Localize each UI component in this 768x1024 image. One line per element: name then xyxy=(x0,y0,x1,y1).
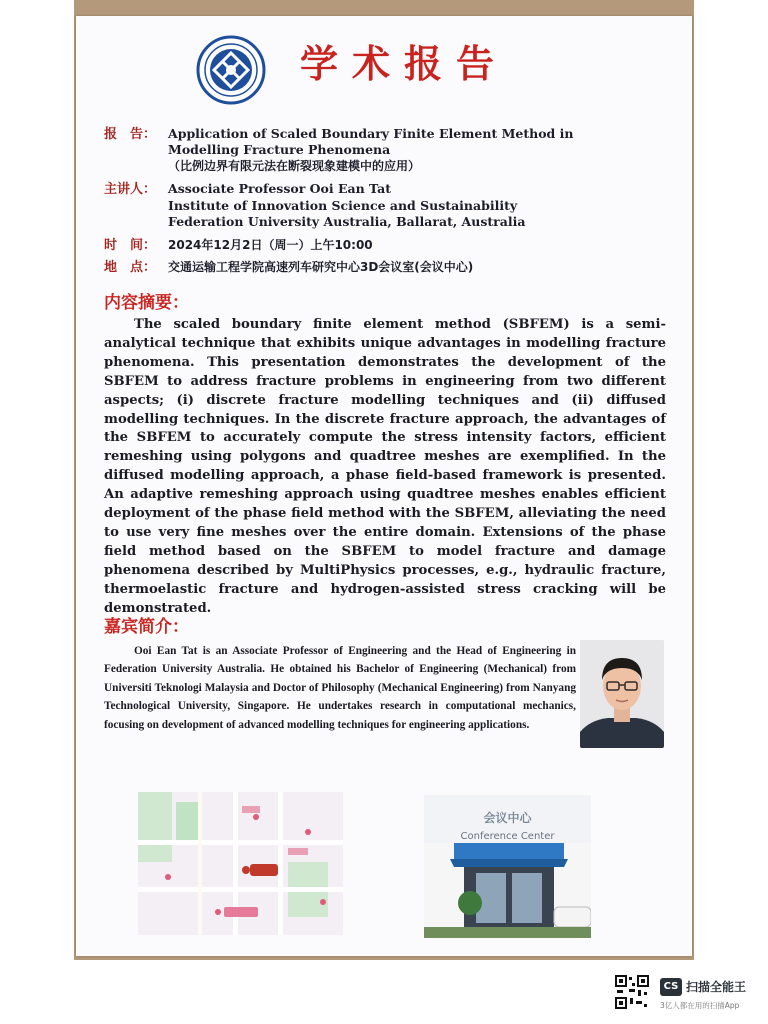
speaker-university: Federation University Australia, Ballarat, Australia xyxy=(168,214,526,229)
speaker-institute: Institute of Innovation Science and Sustainability xyxy=(168,197,518,213)
location-map xyxy=(138,792,343,935)
report-title-en-2: Modelling Fracture Phenomena xyxy=(168,142,391,157)
speaker-label: 主讲人： xyxy=(104,182,157,197)
report-title-en-1: Application of Scaled Boundary Finite Element Method in xyxy=(168,126,574,141)
bio-heading: 嘉宾简介： xyxy=(104,617,189,637)
building-sign-en: Conference Center xyxy=(460,831,555,842)
university-logo-icon xyxy=(196,35,266,105)
place-label: 地 点： xyxy=(104,260,157,275)
speaker-photo xyxy=(580,640,664,748)
abstract-text: The scaled boundary finite element method (SBFEM) is a semi-analytical technique that exhibits unique advantages in modelling fracture phenomena. This presentation demonstrates the development of the SBFEM to address fracture problems in engineering from two different aspects; (i) discrete fracture modelling techniques and (ii) diffused modelling techniques. In the discrete fracture approach, the advantages of the SBFEM to accurately compute the stress intensity factors, efficient remeshing using polygons and quadtree meshes are exemplified. In the diffused modelling approach, a phase field-based framework is presented. An adaptive remeshing approach using quadtree meshes enables efficient deployment of the phase field method with the SBFEM, alleviating the need to use very fine meshes over the entire domain. Extensions of the phase field method based on the SBFEM to model fracture and damage phenomena described by MultiPhysics processes, e.g., hydraulic fracture, thermoelastic fracture and hydrogen-assisted stress cracking will be demonstrated. xyxy=(104,317,666,616)
qr-code-icon xyxy=(614,974,650,1010)
place-value: 交通运输工程学院高速列车研究中心3D会议室(会议中心) xyxy=(168,260,474,274)
camscanner-badge: CS xyxy=(660,978,682,996)
conference-center-photo xyxy=(424,795,591,938)
building-sign-cn: 会议中心 xyxy=(483,811,532,825)
abstract-heading: 内容摘要： xyxy=(104,293,189,313)
time-value: 2024年12月2日（周一）上午10:00 xyxy=(168,238,373,252)
bio-text: Ooi Ean Tat is an Associate Professor of Engineering and the Head of Engineering in Federation University Australia. He obtained his Bachelor of Engineering (Mechanical) from Universiti Teknologi Malaysia and Doctor of Philosophy (Mechanical Engineering) from Nanyang Technological University, Singapore. He undertakes research in computational mechanics, focusing on development of advanced modelling techniques for engineering applications. xyxy=(104,645,576,731)
speaker-name: Associate Professor Ooi Ean Tat xyxy=(168,181,392,196)
poster-title: 学术报告 xyxy=(300,42,509,86)
watermark-brand: 扫描全能王 xyxy=(686,980,747,994)
report-title-cn: （比例边界有限元法在断裂现象建模中的应用） xyxy=(168,159,421,173)
watermark-tagline: 3亿人都在用的扫描App xyxy=(660,1001,740,1010)
report-label: 报 告： xyxy=(104,127,157,142)
time-label: 时 间： xyxy=(104,238,157,253)
